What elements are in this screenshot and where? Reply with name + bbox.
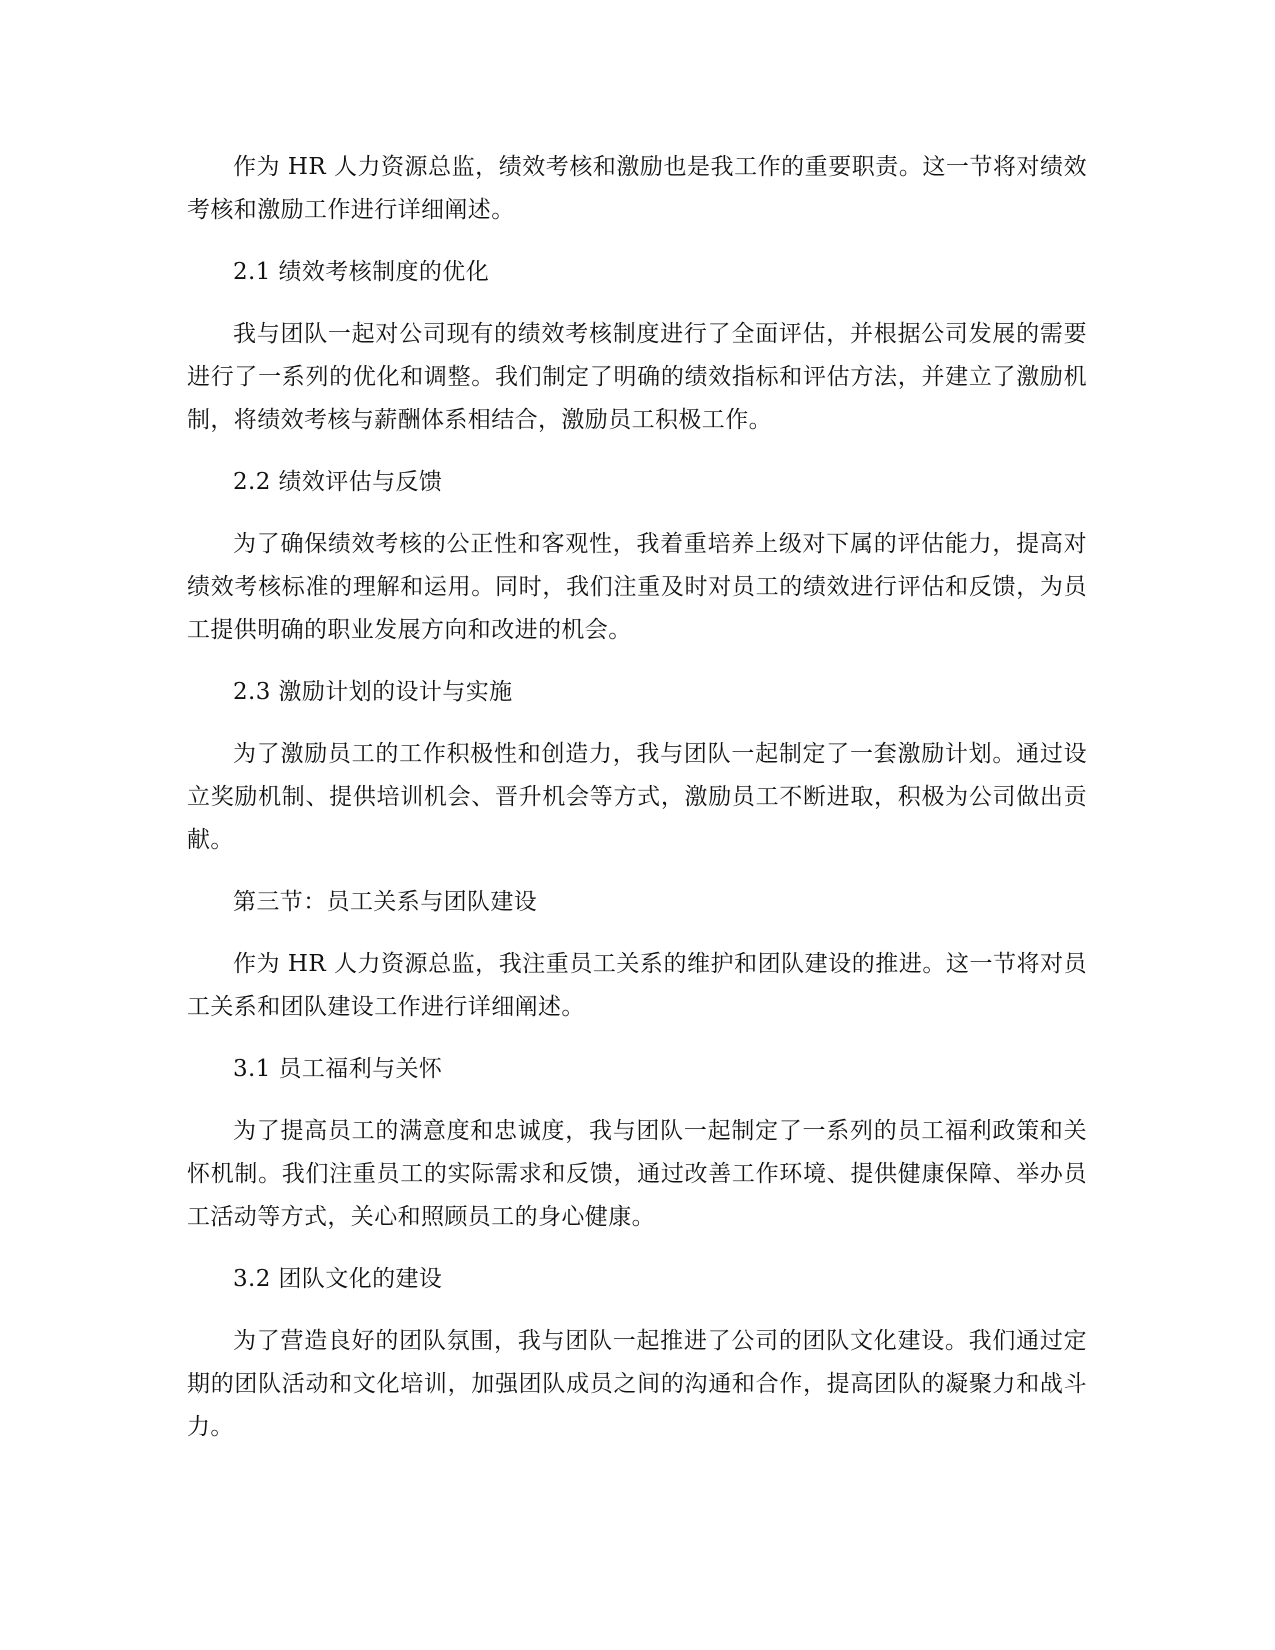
section-heading-3-1: 3.1 员工福利与关怀	[233, 1056, 443, 1082]
section-heading-2-3: 2.3 激励计划的设计与实施	[233, 679, 513, 705]
section-heading-3-2: 3.2 团队文化的建设	[233, 1266, 443, 1292]
section-heading-3: 第三节：员工关系与团队建设	[233, 889, 538, 915]
paragraph-2-3: 为了激励员工的工作积极性和创造力，我与团队一起制定了一套激励计划。通过设立奖励机制、提供培训机会、晋升机会等方式，激励员工不断进取，积极为公司做出贡献。	[187, 741, 1087, 853]
paragraph-2-2: 为了确保绩效考核的公正性和客观性，我着重培养上级对下属的评估能力，提高对绩效考核标准的理解和运用。同时，我们注重及时对员工的绩效进行评估和反馈，为员工提供明确的职业发展方向和改进的机会。	[187, 531, 1087, 643]
paragraph-2-1: 我与团队一起对公司现有的绩效考核制度进行了全面评估，并根据公司发展的需要进行了一系列的优化和调整。我们制定了明确的绩效指标和评估方法，并建立了激励机制，将绩效考核与薪酬体系相结合，激励员工积极工作。	[187, 321, 1087, 433]
intro-paragraph: 作为 HR 人力资源总监，绩效考核和激励也是我工作的重要职责。这一节将对绩效考核和激励工作进行详细阐述。	[187, 154, 1087, 223]
document-body	[187, 146, 1087, 1468]
paragraph-3-2: 为了营造良好的团队氛围，我与团队一起推进了公司的团队文化建设。我们通过定期的团队活动和文化培训，加强团队成员之间的沟通和合作，提高团队的凝聚力和战斗力。	[187, 1328, 1087, 1440]
paragraph-3-intro: 作为 HR 人力资源总监，我注重员工关系的维护和团队建设的推进。这一节将对员工关系和团队建设工作进行详细阐述。	[187, 951, 1087, 1020]
section-heading-2-2: 2.2 绩效评估与反馈	[233, 469, 443, 495]
section-heading-2-1: 2.1 绩效考核制度的优化	[233, 259, 490, 285]
paragraph-3-1: 为了提高员工的满意度和忠诚度，我与团队一起制定了一系列的员工福利政策和关怀机制。我们注重员工的实际需求和反馈，通过改善工作环境、提供健康保障、举办员工活动等方式，关心和照顾员工的身心健康。	[187, 1118, 1087, 1230]
